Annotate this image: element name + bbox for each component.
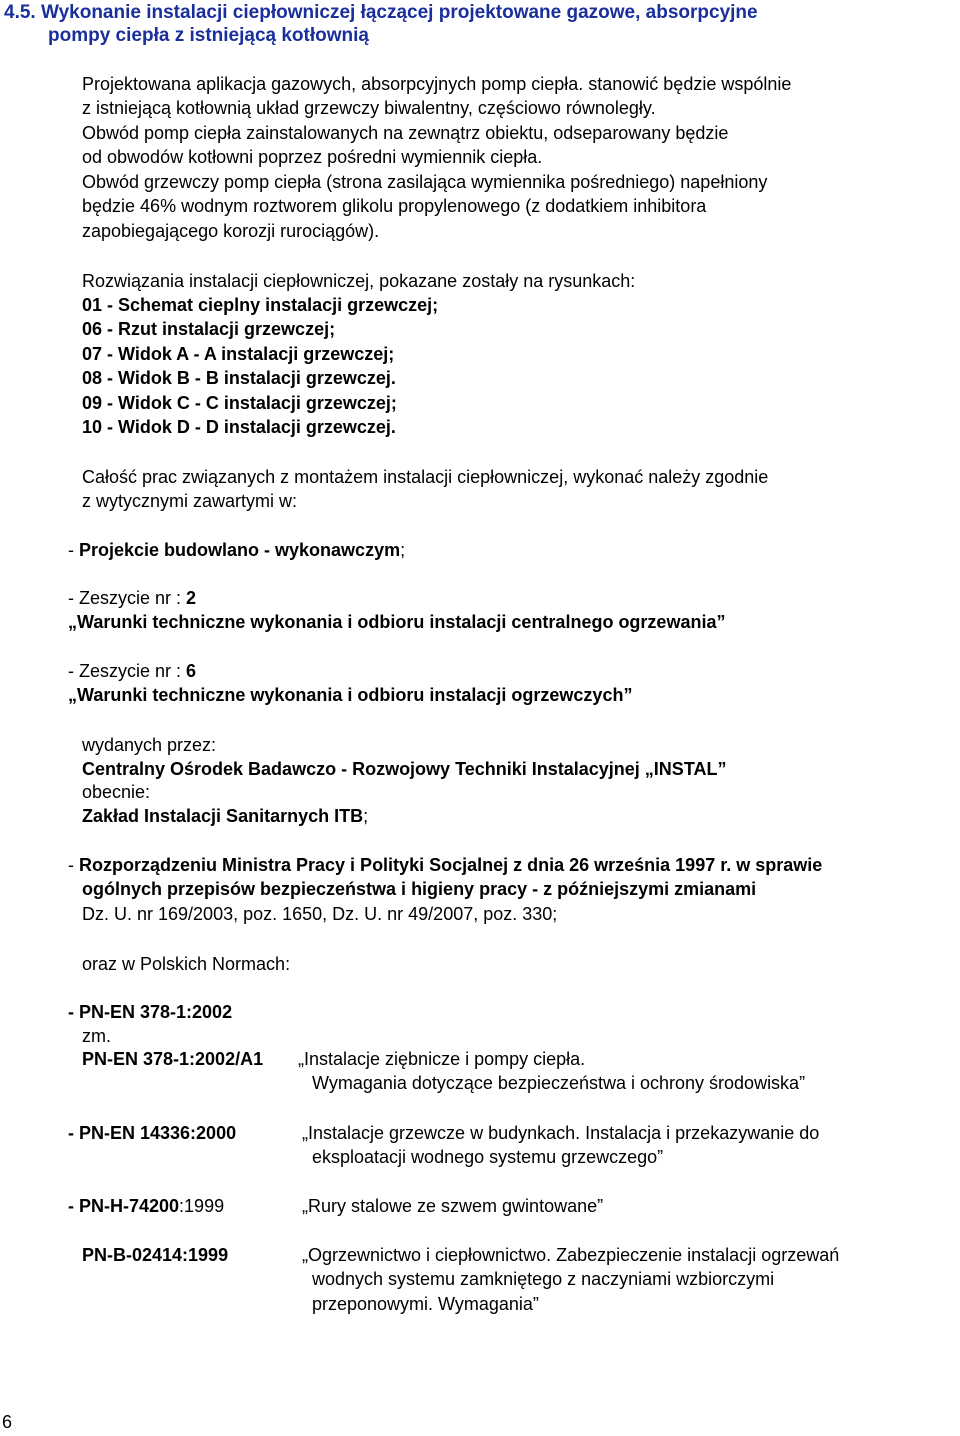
intro-line-1: Projektowana aplikacja gazowych, absorpcyjnych pomp ciepła. stanowić będzie wspólnie xyxy=(82,74,792,94)
norm-title: wodnych systemu zamkniętego z naczyniami wzbiorczymi xyxy=(312,1269,775,1289)
norm-title: Wymagania dotyczące bezpieczeństwa i ochrony środowiska” xyxy=(312,1073,806,1093)
notebook-number: 2 xyxy=(186,588,197,608)
norm-title: „Ogrzewnictwo i ciepłownictwo. Zabezpieczenie instalacji ogrzewań xyxy=(302,1245,840,1265)
project-reference xyxy=(68,539,405,561)
norm-title: „Instalacje ziębnicze i pompy ciepła. xyxy=(298,1049,586,1069)
publisher-name: Centralny Ośrodek Badawczo - Rozwojowy Techniki Instalacyjnej „INSTAL” xyxy=(82,759,727,779)
intro-line-3: Obwód pomp ciepła zainstalowanych na zewnątrz obiektu, odseparowany będzie xyxy=(82,123,729,143)
intro-line-5: Obwód grzewczy pomp ciepła (strona zasilająca wymiennika pośredniego) napełniony xyxy=(82,172,768,192)
norm-title: eksploatacji wodnego systemu grzewczego” xyxy=(312,1147,664,1167)
list-dash: - xyxy=(68,540,79,560)
section-heading-line-1 xyxy=(4,2,758,24)
notebook-6-label xyxy=(68,660,196,682)
section-number: 4.5. xyxy=(4,2,36,23)
page-number: 6 xyxy=(2,1412,13,1432)
publisher-now xyxy=(82,805,368,827)
list-dash: - xyxy=(68,855,79,875)
section-title-1: Wykonanie instalacji ciepłowniczej łączącej projektowane gazowe, absorpcyjne xyxy=(40,2,758,23)
drawing-item: 01 - Schemat cieplny instalacji grzewczej; xyxy=(82,295,439,315)
notebook-number: 6 xyxy=(186,661,197,681)
completion-line-2: z wytycznymi zawartymi w: xyxy=(82,491,298,511)
drawing-item: 10 - Widok D - D instalacji grzewczej. xyxy=(82,417,396,437)
drawings-intro: Rozwiązania instalacji ciepłowniczej, pokazane zostały na rysunkach: xyxy=(82,271,636,291)
publisher-now-tail: ; xyxy=(363,806,369,826)
section-heading-line-2: pompy ciepła z istniejącą kotłownią xyxy=(48,25,369,46)
norms-intro: oraz w Polskich Normach: xyxy=(82,954,291,974)
publisher-label: wydanych przez: xyxy=(82,735,217,755)
norm-code: - PN-EN 378-1:2002 xyxy=(68,1002,233,1022)
norm-code-line xyxy=(68,1195,224,1217)
project-name: Projekcie budowlano - wykonawczym xyxy=(79,540,401,560)
norm-year: :1999 xyxy=(179,1196,225,1216)
intro-line-2: z istniejącą kotłownią układ grzewczy biwalentny, częściowo równoległy. xyxy=(82,98,656,118)
regulation-title-2: ogólnych przepisów bezpieczeństwa i higieny pracy - z późniejszymi zmianami xyxy=(82,879,757,899)
list-dash: - xyxy=(68,1196,79,1216)
drawing-item: 08 - Widok B - B instalacji grzewczej. xyxy=(82,368,396,388)
intro-line-4: od obwodów kotłowni poprzez pośredni wymiennik ciepła. xyxy=(82,147,543,167)
publisher-now-label: obecnie: xyxy=(82,782,151,802)
notebook-prefix: - Zeszycie nr : xyxy=(68,661,187,681)
notebook-6-title: „Warunki techniczne wykonania i odbioru instalacji ogrzewczych” xyxy=(68,685,633,705)
norm-code: - PN-EN 14336:2000 xyxy=(68,1123,237,1143)
norm-code: PN-B-02414:1999 xyxy=(82,1245,229,1265)
completion-line-1: Całość prac związanych z montażem instalacji ciepłowniczej, wykonać należy zgodnie xyxy=(82,467,769,487)
publisher-now-name: Zakład Instalacji Sanitarnych ITB xyxy=(82,806,364,826)
regulation-line-1 xyxy=(68,854,822,876)
notebook-2-title: „Warunki techniczne wykonania i odbioru instalacji centralnego ogrzewania” xyxy=(68,612,726,632)
norm-title: „Rury stalowe ze szwem gwintowane” xyxy=(302,1196,604,1216)
project-tail: ; xyxy=(400,540,406,560)
notebook-2-label xyxy=(68,587,196,609)
drawing-item: 06 - Rzut instalacji grzewczej; xyxy=(82,319,336,339)
norm-code: PN-EN 378-1:2002/A1 xyxy=(82,1049,264,1069)
regulation-title-1: Rozporządzeniu Ministra Pracy i Polityki Socjalnej z dnia 26 września 1997 r. w sprawie xyxy=(79,855,823,875)
drawing-item: 07 - Widok A - A instalacji grzewczej; xyxy=(82,344,395,364)
notebook-prefix: - Zeszycie nr : xyxy=(68,588,187,608)
intro-line-7: zapobiegającego korozji rurociągów). xyxy=(82,221,380,241)
drawing-item: 09 - Widok C - C instalacji grzewczej; xyxy=(82,393,397,413)
norm-title: przeponowymi. Wymagania” xyxy=(312,1294,539,1314)
intro-line-6: będzie 46% wodnym roztworem glikolu propylenowego (z dodatkiem inhibitora xyxy=(82,196,707,216)
norm-amendment-label: zm. xyxy=(82,1026,111,1046)
norm-title: „Instalacje grzewcze w budynkach. Instalacja i przekazywanie do xyxy=(302,1123,820,1143)
regulation-reference: Dz. U. nr 169/2003, poz. 1650, Dz. U. nr 49/2007, poz. 330; xyxy=(82,904,558,924)
norm-code: PN-H-74200 xyxy=(79,1196,180,1216)
